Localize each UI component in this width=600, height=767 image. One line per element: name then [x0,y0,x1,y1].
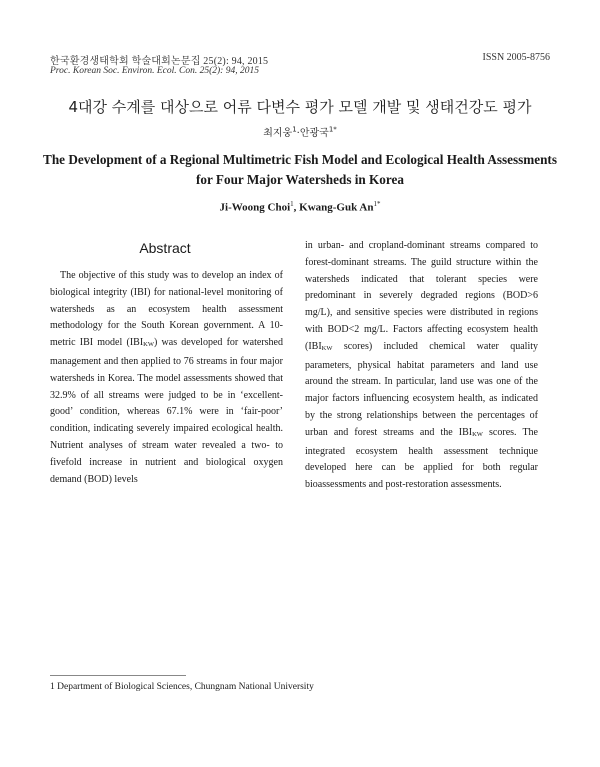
author-2-affiliation-mark: 1* [373,200,381,208]
author-separator: · [296,128,300,139]
author-1-english: Ji-Woong Choi [219,201,291,214]
abstract-text: ) was developed for watershed management and then applied to 76 streams in four major watersheds in Korea. The model assessments showed that 32.9% of all streams were judged to be in ‘excellent-good’ condition, whereas 67.1% were in ‘fair-poor’ condition, indicating severely impaired ecological health. Nutrient analyses of stream water revealed a two- to fivefold increase in nutrient and biological oxygen demand (BOD) levels [50,337,283,485]
subscript: KW [321,344,333,352]
affiliation-footnote: 1 Department of Biological Sciences, Chungnam National University [50,682,314,692]
author-list-english [0,200,600,214]
abstract-heading: Abstract [139,240,191,256]
author-2-affiliation-mark: 1* [328,125,337,134]
footnote-divider [50,675,186,676]
abstract-column-right [305,238,538,494]
abstract-text: scores) included chemical water quality parameters, physical habitat parameters and land use around the stream. In particular, land use was one of the major factors influencing ecosystem health, as indicated by the strong relationships between the percentages of urban and forest streams and the IBI [305,340,538,438]
author-1-affiliation-mark: 1 [290,200,294,208]
paper-title-english: The Development of a Regional Multimetric Fish Model and Ecological Health Assessments for Four Major Watersheds in Korea [43,152,557,187]
journal-citation-english: Proc. Korean Soc. Environ. Ecol. Con. 25(2): 94, 2015 [50,66,259,76]
author-2-korean: 안광국 [299,128,329,139]
issn-number: ISSN 2005-8756 [482,52,550,63]
author-1-affiliation-mark: 1 [292,125,297,134]
author-2-english: Kwang-Guk An [299,201,374,214]
author-separator: , [293,201,300,214]
author-list-korean [0,124,600,139]
author-1-korean: 최지웅 [263,128,293,139]
paper-title-korean: 4대강 수계를 대상으로 어류 다변수 평가 모델 개발 및 생태건강도 평가 [68,98,532,116]
abstract-text: scores. The integrated ecosystem health assessment technique developed here can be applied for both regular bioassessments and post-restoration assessments. [305,426,538,491]
subscript: KW [143,341,154,349]
subscript: KW [472,430,483,438]
journal-citation-korean: 한국환경생태학회 학술대회논문집 25(2): 94, 2015 [50,56,269,67]
abstract-text: The objective of this study was to develop an index of biological integrity (IBI) for national-level monitoring of watersheds as an ecosystem health assessment methodology for the South Korean government. A 10-metric IBI model (IBI [50,270,283,349]
abstract-column-left [50,268,283,488]
abstract-text: in urban- and cropland-dominant streams compared to forest-dominant streams. The guild structure within the watersheds indicated that tolerant species were predominant in severely degraded regions (BOD>6 mg/L), and sensitive species were distributed in regions with BOD<2 mg/L. Factors affecting ecosystem health (IBI [305,240,538,352]
